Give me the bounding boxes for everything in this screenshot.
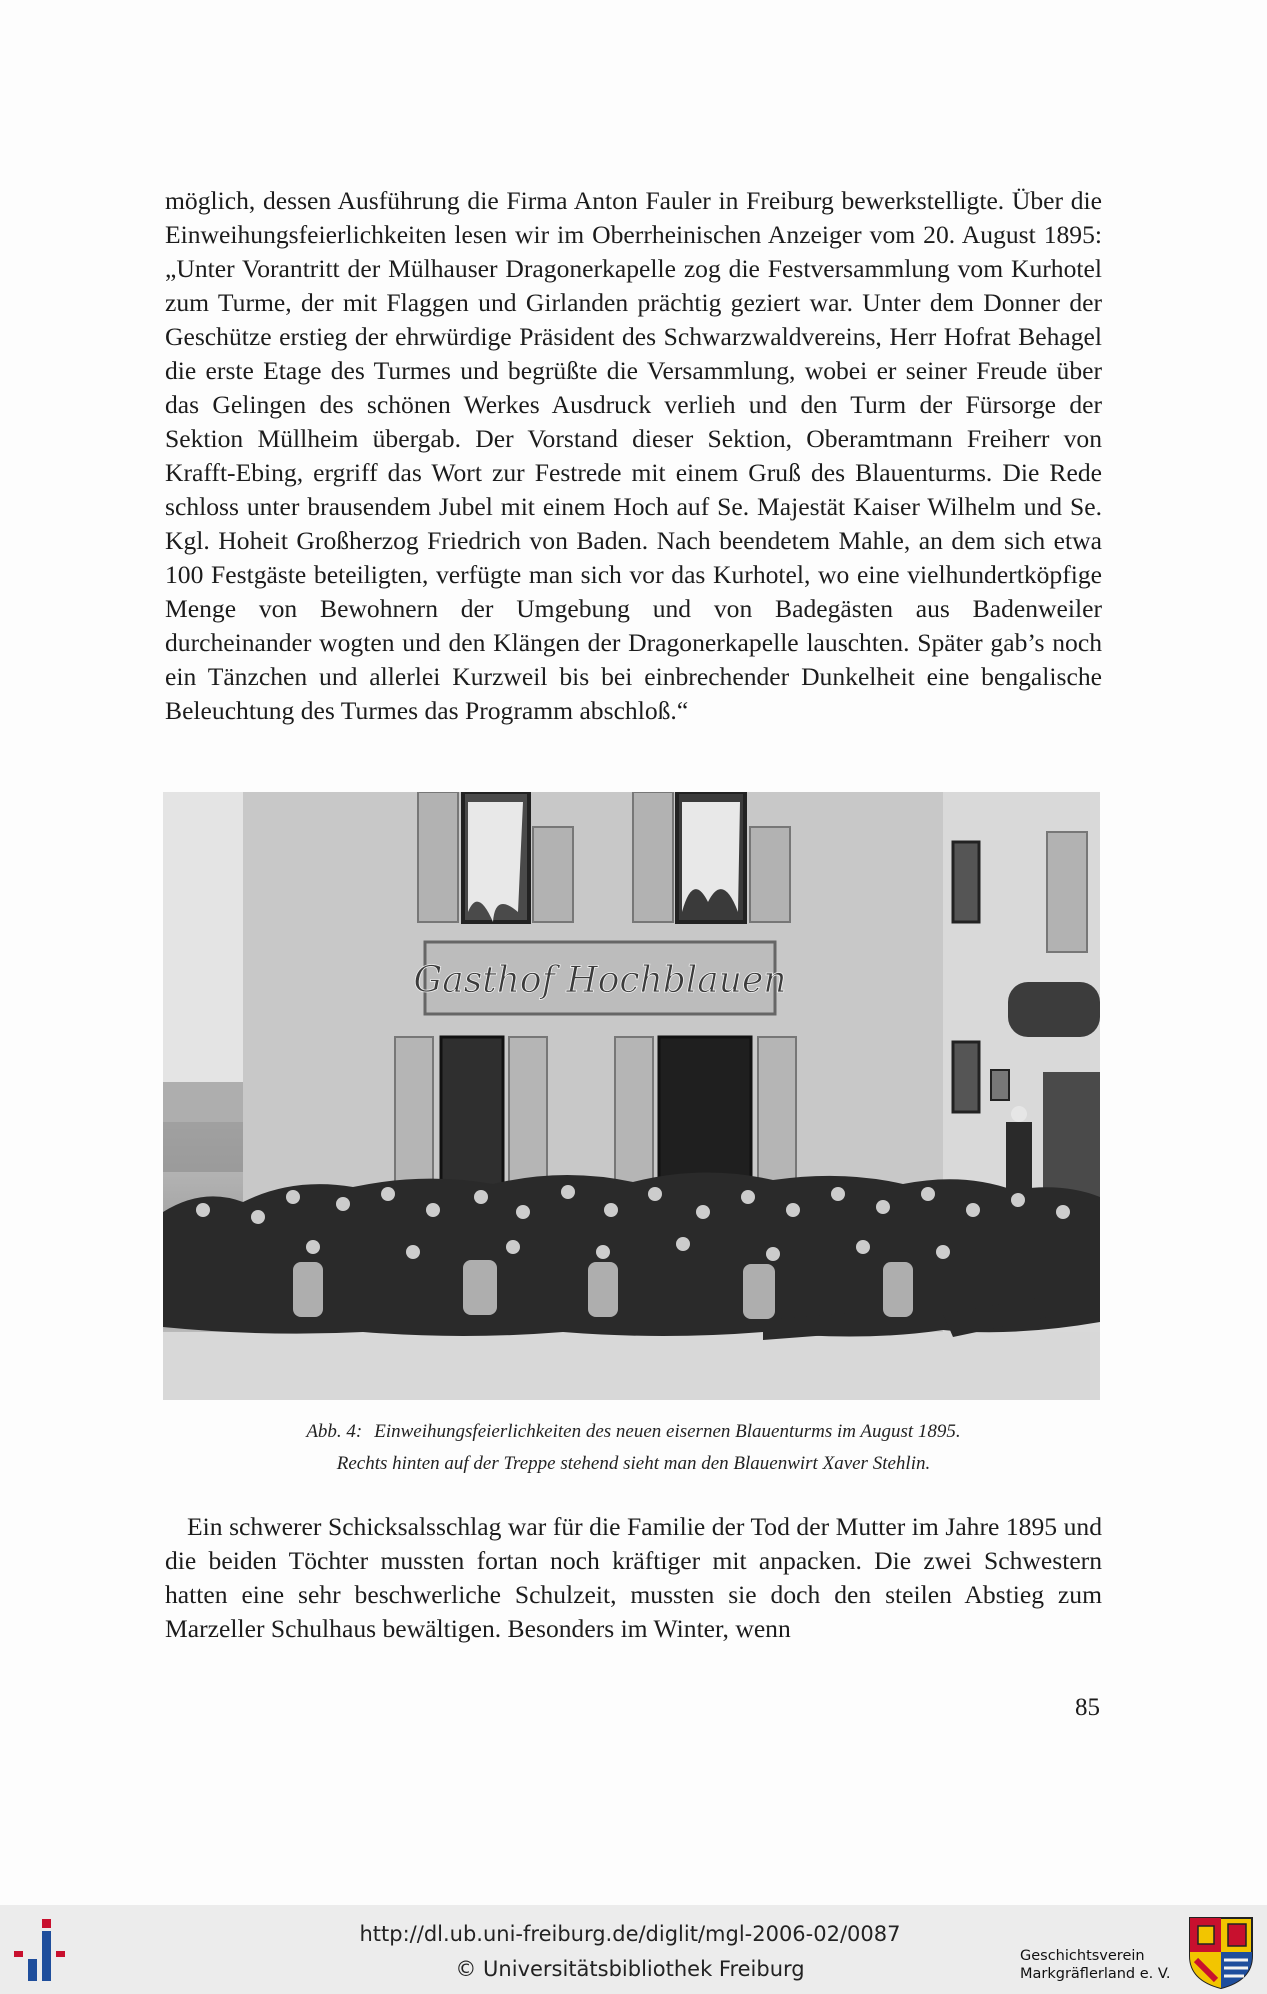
caption-label: Abb. 4:: [306, 1421, 363, 1442]
historical-photograph: [163, 792, 1100, 1400]
paragraph-1: möglich, dessen Ausführung die Firma Anton Fauler in Freiburg bewerkstelligte. Über die Einweihungsfeierlichkeiten lesen wir im Oberrheinischen Anzeiger vom 20. August 1895: „Unter Vorantritt der Mülhauser Dragonerkapelle zog die Festversammlung vom Kurhotel zum Turme, der mit Flaggen und Girlanden prächtig geziert war. Unter dem Donner der Geschütze erstieg der ehrwürdige Präsident des Schwarzwaldvereins, Herr Hofrat Behagel die erste Etage des Turmes und begrüßte die Versammlung, wobei er seiner Freude über das Gelingen des schönen Werkes Ausdruck verlieh und den Turm der Fürsorge der Sektion Müllheim übergab. Der Vorstand dieser Sektion, Oberamtmann Freiherr von Krafft-Ebing, ergriff das Wort zur Festrede mit einem Gruß des Blauenturms. Die Rede schloss unter brausendem Jubel mit einem Hoch auf Se. Majestät Kaiser Wilhelm und Se. Kgl. Hoheit Großherzog Friedrich von Baden. Nach beendetem Mahle, an dem sich etwa 100 Festgäste beteiligten, verfügte man sich vor das Kurhotel, wo eine vielhundertköpfige Menge von Bewohnern der Umgebung und von Badegästen aus Badenweiler durcheinander wogten und den Klängen der Dragonerkapelle lauschten. Später gab’s noch ein Tänzchen und allerlei Kurzweil bis bei einbrechender Dunkelheit eine bengalische Beleuchtung des Turmes das Programm abschloß.“: [165, 186, 1102, 725]
copyright-text: © Universitätsbibliothek Freiburg: [455, 1957, 805, 1981]
figure-caption: [165, 1416, 1102, 1480]
society-line-2: Markgräflerland e. V.: [1020, 1966, 1171, 1982]
society-line-1: Geschichtsverein: [1020, 1948, 1145, 1964]
society-name: [1020, 1947, 1182, 1983]
photograph-illustration: [163, 792, 1100, 1400]
sign-text: Gasthof Hochblauen: [413, 960, 787, 1001]
caption-line-1: [165, 1416, 1102, 1448]
page-number: 85: [1075, 1694, 1100, 1721]
coat-of-arms-icon: [1188, 1916, 1254, 1989]
document-url-link[interactable]: http://dl.ub.uni-freiburg.de/diglit/mgl-2006-02/0087: [359, 1922, 901, 1946]
viewer-footer: [0, 1905, 1267, 1994]
caption-text-1: Einweihungsfeierlichkeiten des neuen eisernen Blauenturms im August 1895.: [374, 1421, 961, 1442]
ub-freiburg-logo-icon: [14, 1919, 80, 1981]
paragraph-2: Ein schwerer Schicksalsschlag war für die Familie der Tod der Mutter im Jahre 1895 und die beiden Töchter mussten fortan noch kräftiger mit anpacken. Die zwei Schwestern hatten eine sehr beschwerliche Schulzeit, mussten sie doch den steilen Abstieg zum Marzeller Schulhaus bewältigen. Besonders im Winter, wenn: [165, 1512, 1102, 1643]
caption-line-2: Rechts hinten auf der Treppe stehend sieht man den Blauenwirt Xaver Stehlin.: [336, 1453, 931, 1474]
